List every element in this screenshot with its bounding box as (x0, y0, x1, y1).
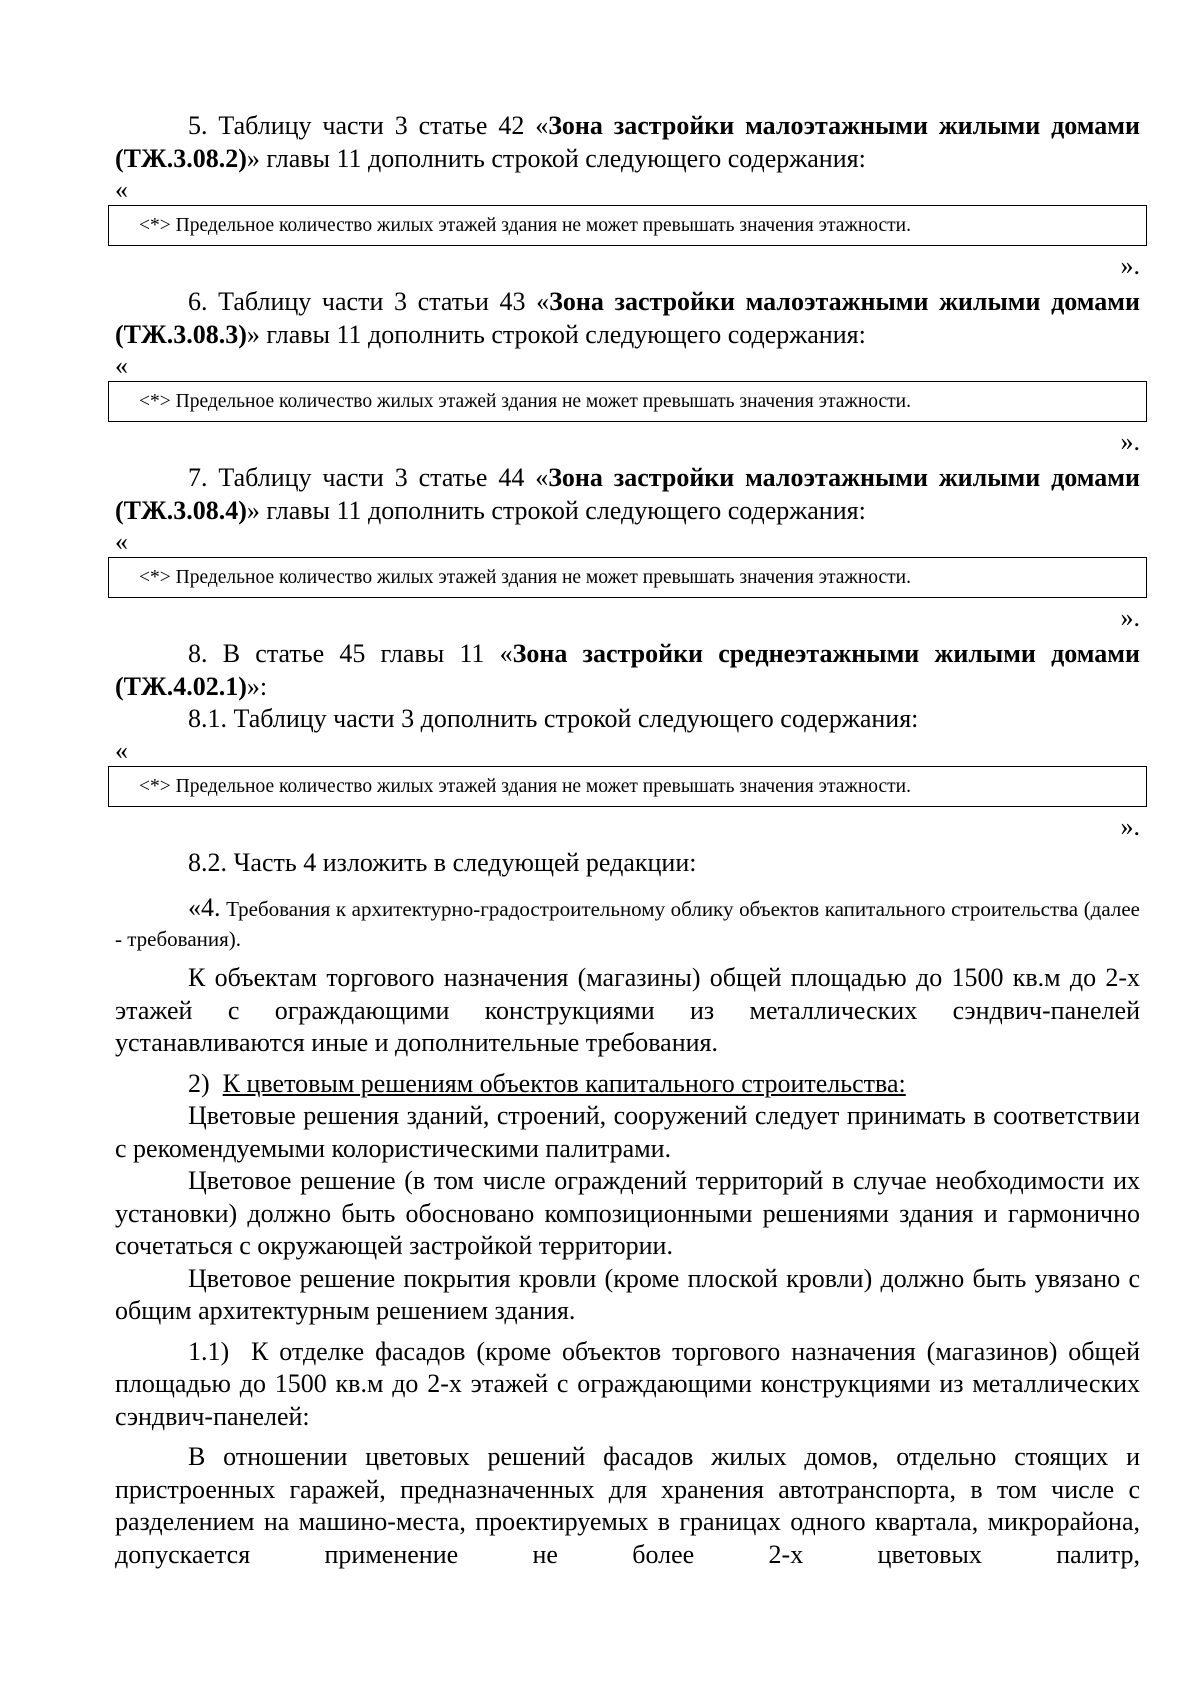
note-table-row (108, 205, 1147, 246)
item-5-paragraph (115, 110, 1140, 175)
item-5-zone-name: Зона застройки малоэтажными жилыми домами (ТЖ.3.08.2) (115, 111, 1140, 173)
item-5-lead: 5. Таблицу части 3 статье 42 « (188, 111, 549, 140)
note-table-row (108, 766, 1147, 807)
item-5-tail: » главы 11 дополнить строкой следующего содержания: (246, 143, 866, 173)
color-section-title: К цветовым решениям объектов капитального строительства: (222, 1068, 906, 1098)
requirements-title: Требования к архитектурно-градостроительному облику объектов капитального строительства (далее - требования). (115, 897, 1140, 951)
color-section-number: 2) (188, 1068, 223, 1098)
quote-close: ». (1120, 427, 1140, 456)
note-text: <*> Предельное количество жилых этажей здания не может превышать значения этажности. (139, 775, 911, 797)
quote-open: « (115, 175, 128, 204)
quote-close: ». (1120, 251, 1140, 280)
quote-open: « (115, 527, 128, 556)
requirements-heading (115, 893, 1140, 954)
quote-close: ». (1120, 603, 1140, 632)
trade-objects-paragraph: К объектам торгового назначения (магазины) общей площадью до 1500 кв.м до 2-х этажей с ограждающими конструкциями из металлических сэндвич-панелей устанавливаются иные и дополнительные требования. (115, 963, 1140, 1057)
color-paragraph-2: Цветовое решение (в том числе ограждений территорий в случае необходимости их установки) должно быть обосновано композиционными решениями здания и гармонично сочетаться с окружающей застройкой территории. (115, 1166, 1140, 1260)
quote-open: « (115, 735, 128, 765)
note-table-row (108, 557, 1147, 598)
quote-open: « (115, 351, 128, 380)
item-7-zone-name: Зона застройки малоэтажными жилыми домами (ТЖ.3.08.4) (115, 463, 1140, 525)
note-text: <*> Предельное количество жилых этажей здания не может превышать значения этажности. (139, 215, 911, 236)
item-7-tail: » главы 11 дополнить строкой следующего содержания: (246, 495, 866, 525)
item-6-lead: 6. Таблицу части 3 статьи 43 « (188, 287, 550, 316)
note-text: <*> Предельное количество жилых этажей здания не может превышать значения этажности. (139, 567, 911, 588)
item-8-paragraph (115, 638, 1140, 703)
document-page (115, 110, 1147, 1571)
item-8-2-paragraph: 8.2. Часть 4 изложить в следующей редакции: (188, 847, 697, 877)
item-7-lead: 7. Таблицу части 3 статье 44 « (188, 463, 549, 492)
item-6-tail: » главы 11 дополнить строкой следующего содержания: (246, 319, 866, 349)
item-6-paragraph (115, 286, 1140, 351)
item-6-zone-name: Зона застройки малоэтажными жилыми домами (ТЖ.3.08.3) (115, 287, 1140, 349)
item-8-1-paragraph: 8.1. Таблицу части 3 дополнить строкой следующего содержания: (188, 704, 919, 733)
facade-color-paragraph: В отношении цветовых решений фасадов жилых домов, отдельно стоящих и пристроенных гаражей, предназначенных для хранения автотранспорта, в том числе с разделением на машино-места, проектируемых в границах одного квартала, микрорайона, допускается применение не более 2-х цветовых палитр, (115, 1442, 1140, 1569)
item-8-lead: 8. В статье 45 главы 11 « (188, 639, 513, 668)
color-section-heading (115, 1068, 1140, 1101)
item-8-tail: »: (246, 671, 268, 701)
requirements-number: «4. (188, 893, 221, 922)
item-7-paragraph (115, 462, 1140, 527)
item-8-zone-name: Зона застройки среднеэтажными жилыми домами (ТЖ.4.02.1) (115, 639, 1140, 701)
color-paragraph-3: Цветовое решение покрытия кровли (кроме плоской кровли) должно быть увязано с общим архитектурным решением здания. (115, 1263, 1140, 1325)
color-paragraph-1: Цветовые решения зданий, строений, сооружений следует принимать в соответствии с рекомендуемыми колористическими палитрами. (115, 1101, 1140, 1163)
facade-finishing-paragraph: 1.1) К отделке фасадов (кроме объектов торгового назначения (магазинов) общей площадью до 1500 кв.м до 2-х этажей с ограждающими конструкциями из металлических сэндвич-панелей: (115, 1336, 1147, 1431)
quote-close: ». (1120, 811, 1140, 841)
note-table-row (108, 381, 1147, 422)
note-text: <*> Предельное количество жилых этажей здания не может превышать значения этажности. (139, 391, 911, 412)
